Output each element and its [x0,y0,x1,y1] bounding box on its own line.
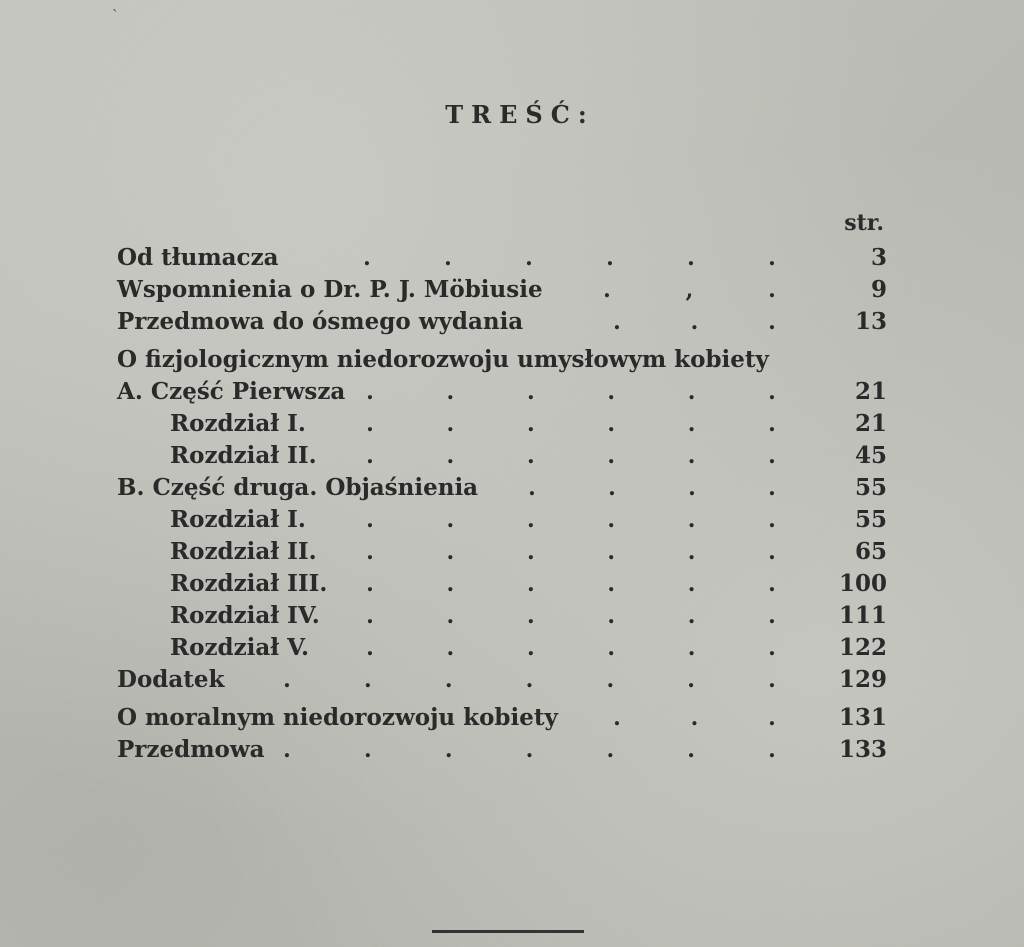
toc-entry-page: 21 [854,378,887,405]
leader-dots: . . . . . . [366,443,776,469]
ink-mark: ˋ [112,8,119,24]
toc-entry-page: 13 [854,308,887,335]
leader-dots: . . . [613,705,776,731]
toc-entry-page: 65 [854,538,887,565]
toc-entry-label: Rozdział V. [170,634,309,661]
leader-dots: . . . . . . . [283,737,776,763]
toc-entry-label: Wspomnienia o Dr. P. J. Möbiusie [117,276,543,303]
bottom-rule [432,930,584,933]
toc-section-heading [117,344,887,376]
leader-dots: . . . . . . [366,411,776,437]
leader-dots: . . . [613,309,776,335]
toc-entry [117,472,887,504]
toc-entry-label: B. Część druga. Objaśnienia [117,474,479,501]
toc-entry-page: 9 [870,276,887,303]
toc-entry-page: 55 [854,474,887,501]
toc-entry-label: Rozdział I. [170,410,306,437]
toc-entry-label: Od tłumacza [117,244,279,271]
toc-entry [117,274,887,306]
toc-entry-label: Rozdział II. [170,442,317,469]
toc-entry-page: 45 [854,442,887,469]
toc-entry-label: Rozdział I. [170,506,306,533]
table-of-contents [117,242,887,766]
toc-entry [117,306,887,338]
toc-entry-page: 3 [870,244,887,271]
toc-entry [117,440,887,472]
toc-entry [117,600,887,632]
toc-entry-label: O moralnym niedorozwoju kobiety [117,704,558,731]
toc-entry-page: 129 [838,666,887,693]
leader-dots: . . . . . . [366,379,776,405]
leader-dots: . . . . . . [366,635,776,661]
toc-entry-label: Przedmowa [117,736,265,763]
leader-dots: . , . [603,277,776,303]
toc-entry [117,734,887,766]
toc-entry-page: 55 [854,506,887,533]
toc-entry [117,568,887,600]
toc-entry-label: Dodatek [117,666,225,693]
toc-entry [117,376,887,408]
toc-entry-page: 133 [838,736,887,763]
toc-entry-page: 122 [838,634,887,661]
toc-entry [117,702,887,734]
toc-entry-page: 21 [854,410,887,437]
toc-entry-label: Rozdział IV. [170,602,320,629]
toc-entry-label: A. Część Pierwsza [117,378,346,405]
toc-entry [117,536,887,568]
page-column-label: str. [844,210,884,236]
leader-dots: . . . . . . [363,245,776,271]
toc-entry-page: 131 [838,704,887,731]
toc-entry-page: 111 [838,602,887,629]
toc-entry-label: O fizjologicznym niedorozwoju umysłowym kobiety [117,346,769,373]
toc-entry-label: Rozdział II. [170,538,317,565]
leader-dots: . . . . [528,475,776,501]
toc-entry [117,504,887,536]
leader-dots: . . . . . . [366,603,776,629]
leader-dots: . . . . . . [366,507,776,533]
toc-entry [117,632,887,664]
page-title: TREŚĆ: [445,100,595,129]
toc-entry-label: Przedmowa do ósmego wydania [117,308,524,335]
leader-dots: . . . . . . [366,539,776,565]
toc-entry [117,408,887,440]
toc-entry-page: 100 [838,570,887,597]
toc-entry [117,242,887,274]
toc-entry-label: Rozdział III. [170,570,328,597]
toc-entry [117,664,887,696]
leader-dots: . . . . . . . [283,667,776,693]
leader-dots: . . . . . . [366,571,776,597]
